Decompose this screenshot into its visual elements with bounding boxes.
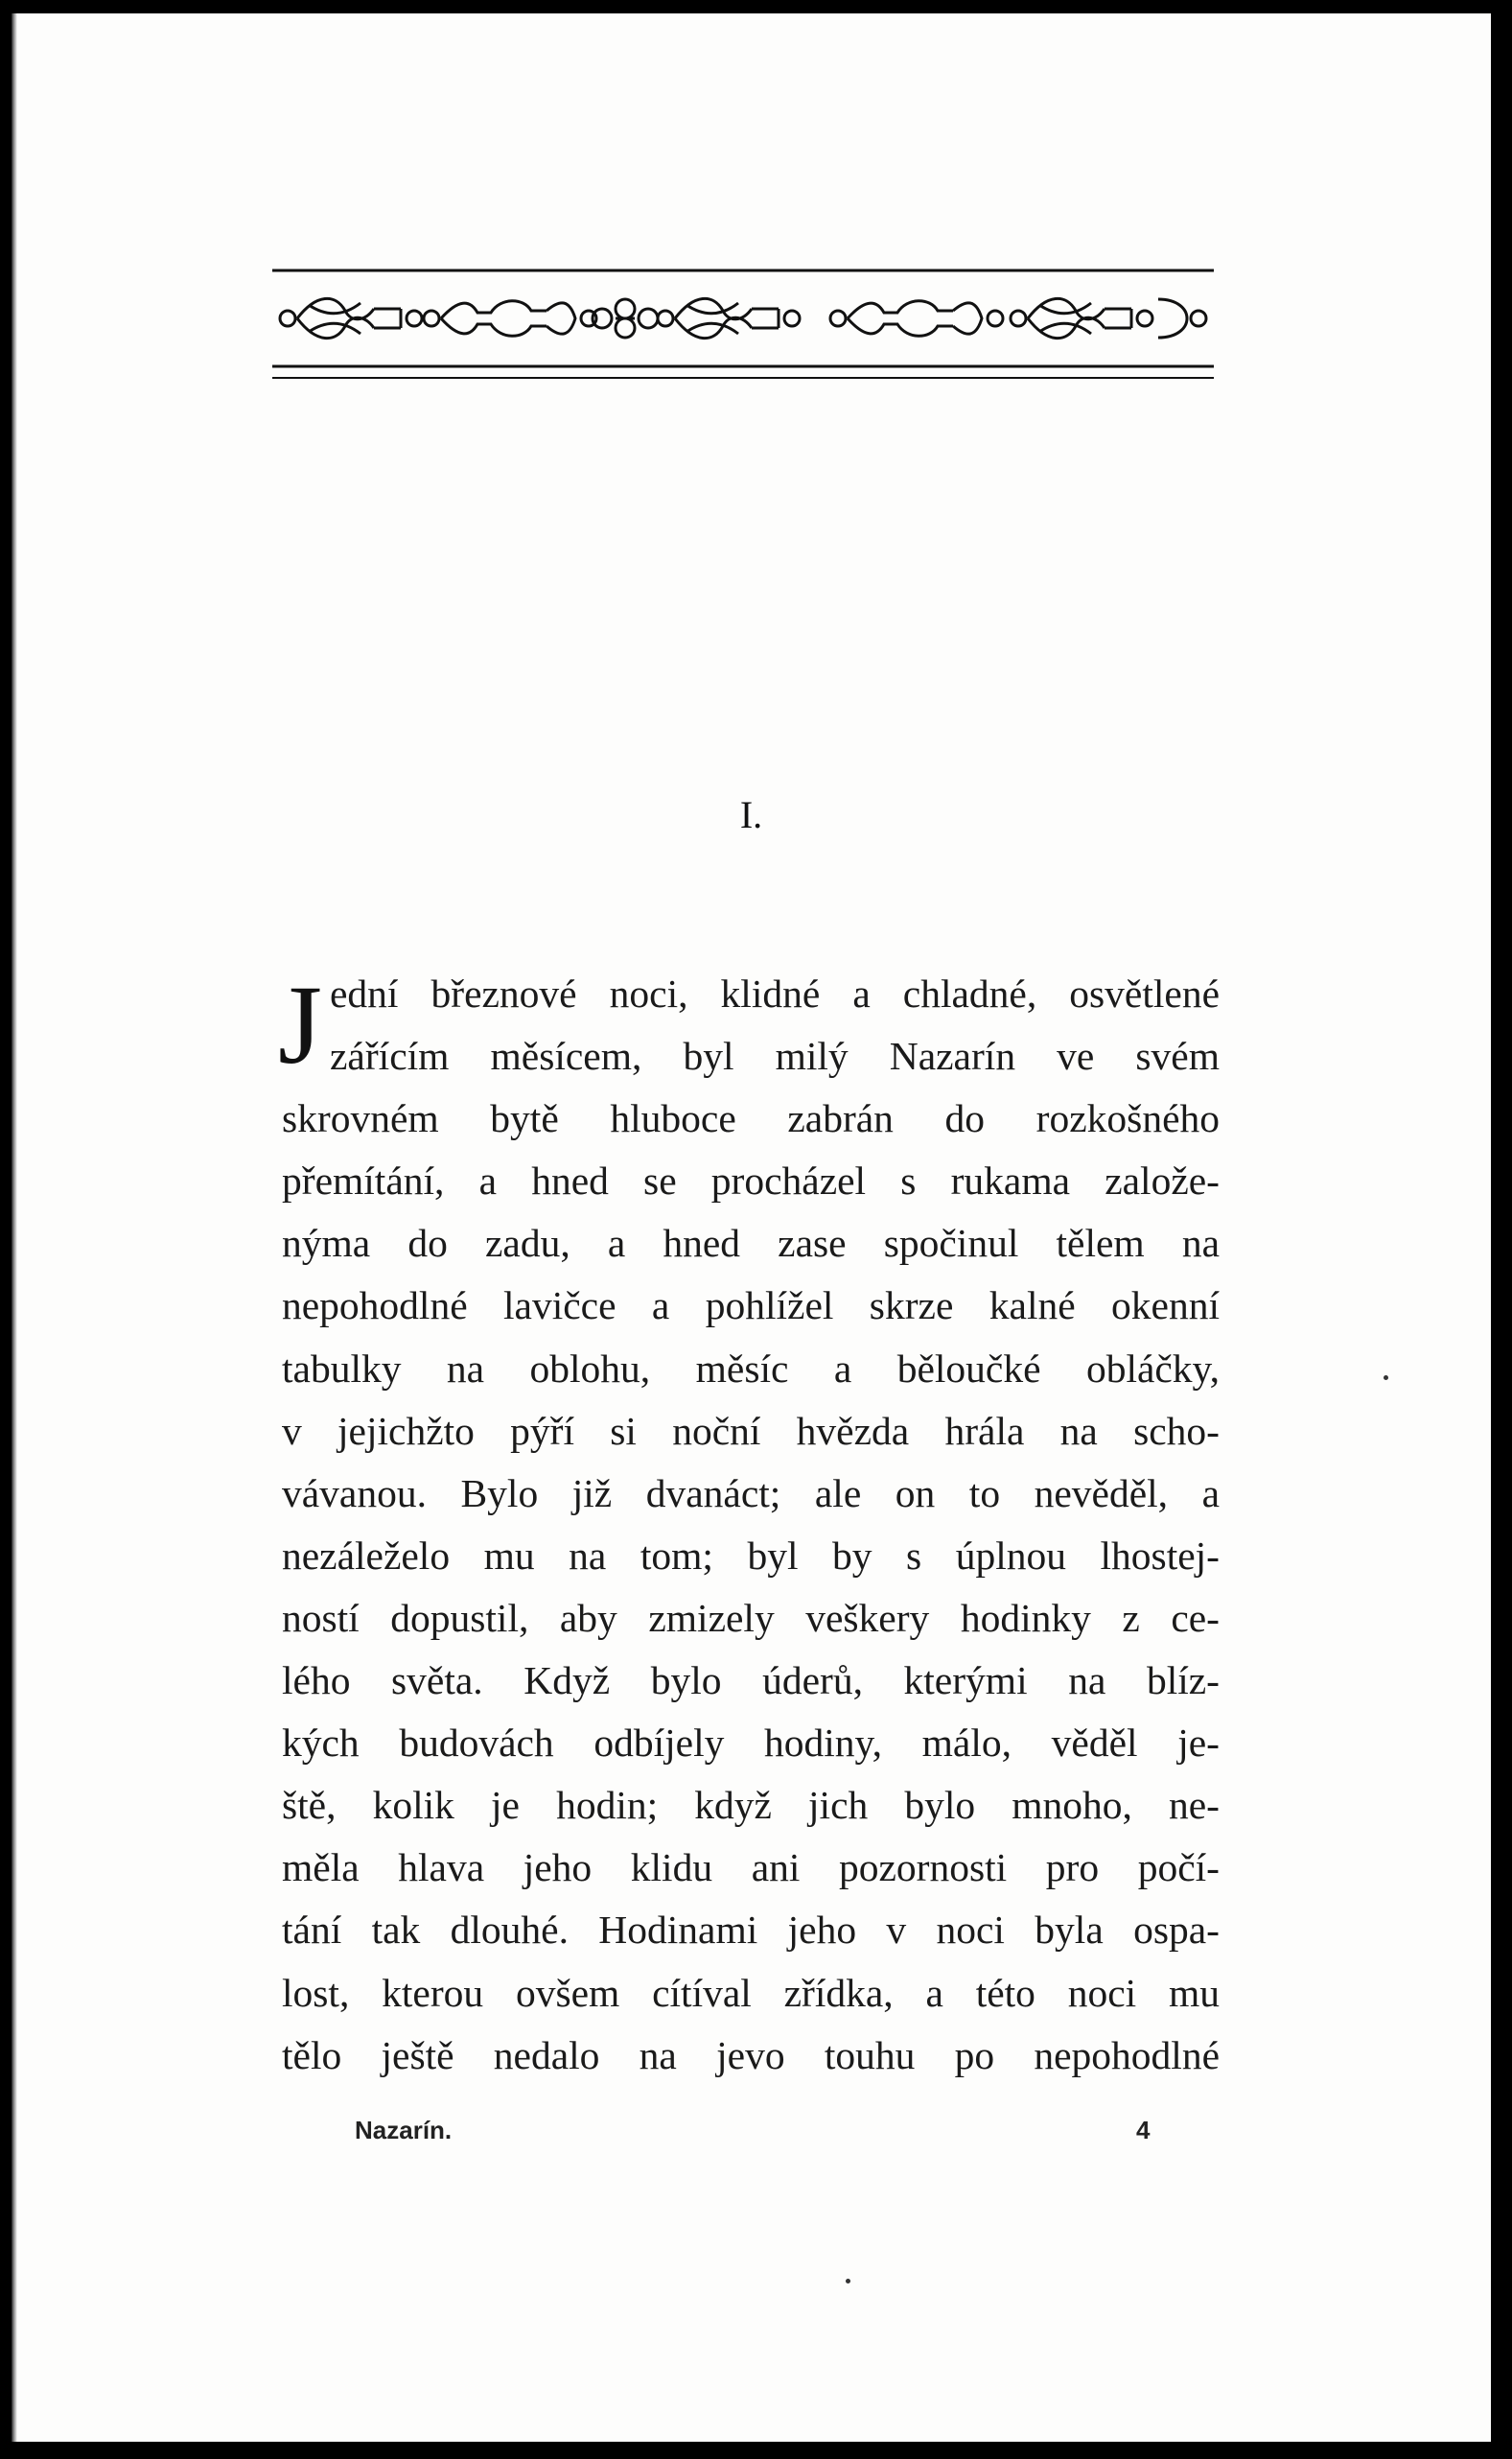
text-line: lého světa. Když bylo úderů, kterými na blíz-	[282, 1658, 1220, 1703]
text-line: nepohodlné lavičce a pohlížel skrze kalné okenní	[282, 1283, 1220, 1328]
signature-mark: Nazarín.	[355, 2116, 453, 2144]
drop-cap: J	[278, 962, 322, 1088]
text-line: kých budovách odbíjely hodiny, málo, věděl je-	[282, 1721, 1220, 1766]
page-edge-shadow	[12, 13, 17, 2442]
text-line: zářícím měsícem, byl milý Nazarín ve svém	[330, 1034, 1220, 1079]
text-line: měla hlava jeho klidu ani pozornosti pro počí-	[282, 1845, 1220, 1890]
text-line: ště, kolik je hodin; když jich bylo mnoho, ne-	[282, 1783, 1220, 1828]
text-line: nýma do zadu, a hned zase spočinul tělem na	[282, 1221, 1220, 1266]
print-speck	[1384, 1375, 1388, 1380]
text-line: tabulky na oblohu, měsíc a bělоučké obláčky,	[282, 1346, 1220, 1391]
text-line: v jejichžto pýří si noční hvězda hrála na scho-	[282, 1408, 1220, 1453]
text-line: ností dopustil, aby zmizely veškery hodinky z ce-	[282, 1595, 1220, 1640]
body-text	[278, 962, 1220, 2087]
header-ornament	[270, 265, 1216, 395]
print-speck	[846, 2279, 850, 2283]
text-line: nezáleželo mu na tom; byl by s úplnou lhostej-	[282, 1533, 1220, 1578]
text-line: lost, kterou ovšem cítíval zřídka, a této noci mu	[282, 1970, 1220, 2015]
text-line: vávanou. Bylo již dvanáct; ale on to nevěděl, a	[282, 1470, 1220, 1515]
text-line-content: ední březnové noci, klidné a chladné, osvětlené	[330, 972, 1220, 1016]
text-line: přemítání, a hned se procházel s rukama založe-	[282, 1159, 1220, 1204]
signature-number: 4	[1136, 2116, 1151, 2144]
chapter-number: I.	[739, 793, 763, 836]
text-line: tělo ještě nedalo na jevo touhu po nepohodlné	[282, 2032, 1220, 2077]
book-page	[12, 13, 1491, 2442]
text-line: tání tak dlouhé. Hodinami jeho v noci byla ospa-	[282, 1908, 1220, 1953]
ornament-pattern	[280, 298, 1206, 338]
text-line: skrovném bytě hluboce zabrán do rozkošného	[282, 1096, 1220, 1141]
